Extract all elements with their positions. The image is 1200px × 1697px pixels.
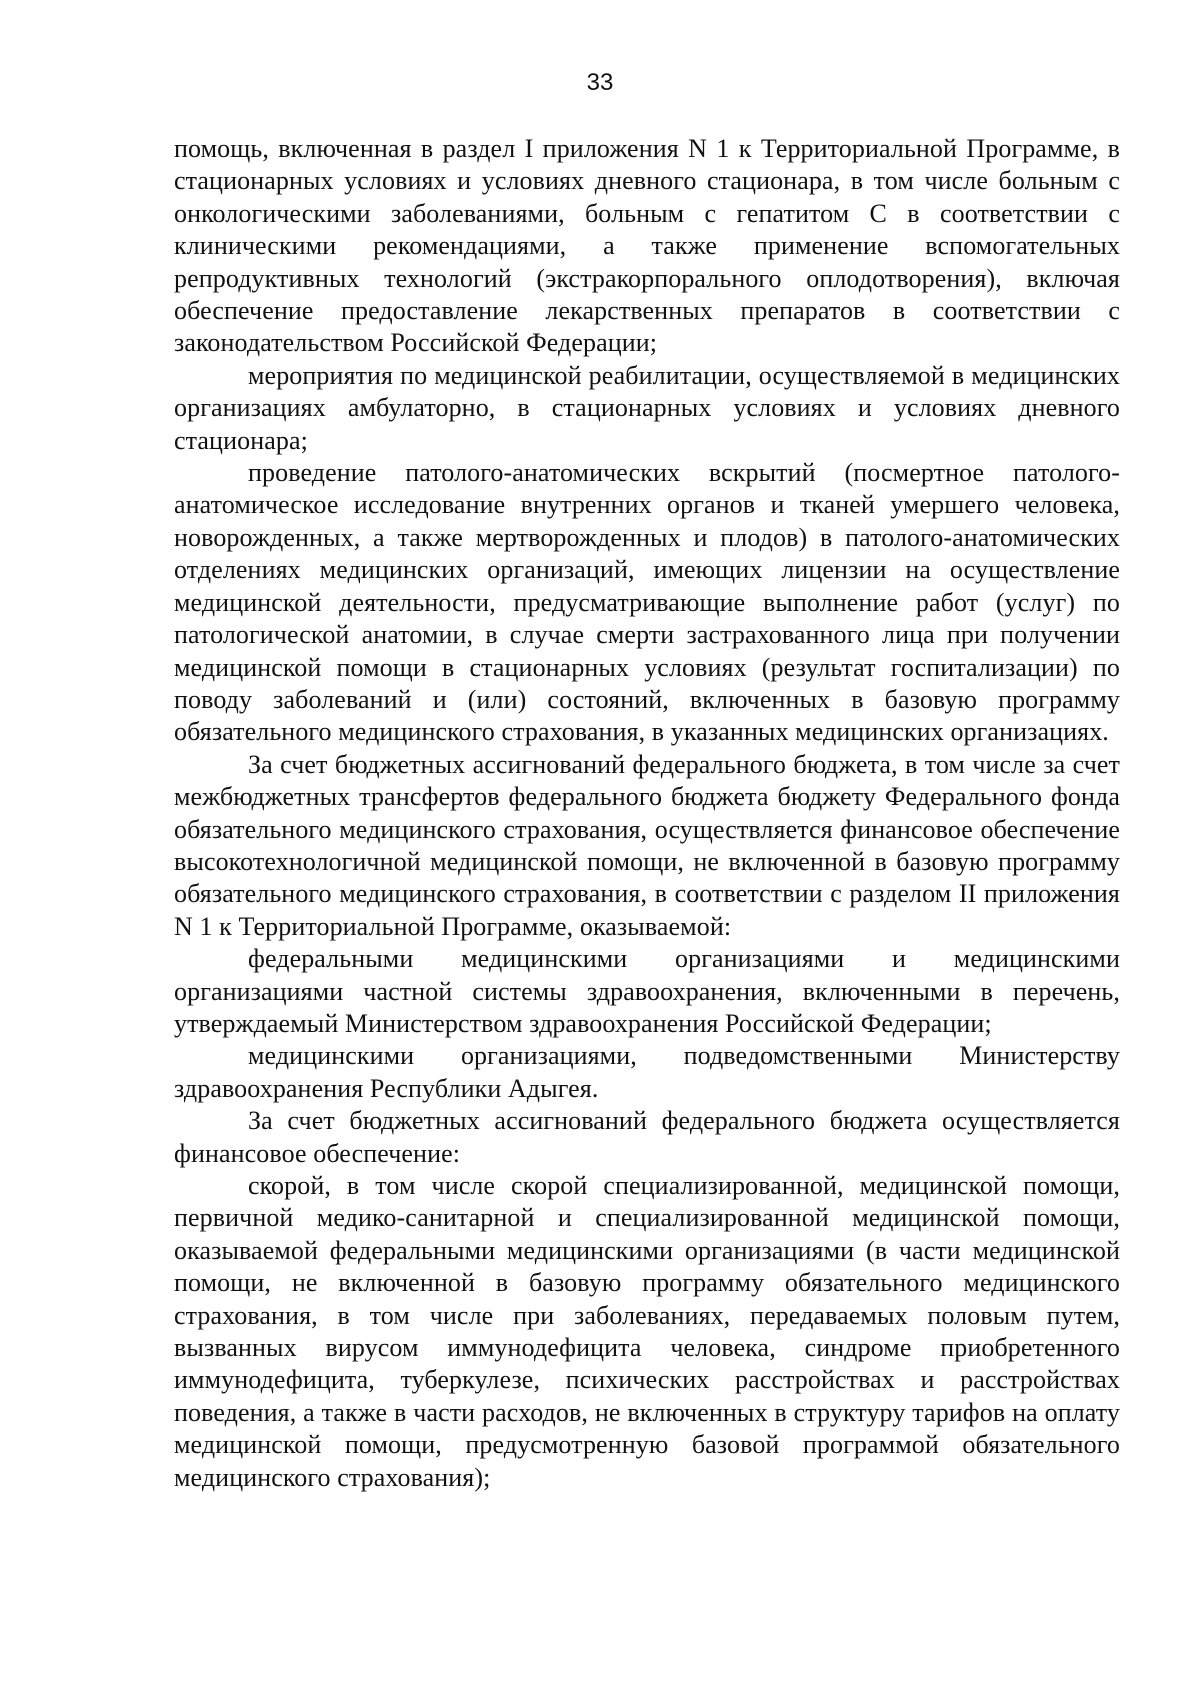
paragraph-rehabilitation: мероприятия по медицинской реабилитации, осуществляемой в медицинских организациях амбулаторно, в стационарных условиях и условиях дневного стационара; <box>174 360 1120 455</box>
page-number: 33 <box>586 69 614 96</box>
paragraph-emergency-care: скорой, в том числе скорой специализированной, медицинской помощи, первичной медико-санитарной и специализированной медицинской помощи, оказываемой федеральными медицинскими организациями (в части медицинской помощи, не включенной в базовую программу обязательного медицинского страхования, в том числе при заболеваниях, передаваемых половым путем, вызванных вирусом иммунодефицита человека, синдроме приобретенного иммунодефицита, туберкулезе, психических расстройствах и расстройствах поведения, а также в части расходов, не включенных в структуру тарифов на оплату медицинской помощи, предусмотренную базовой программой обязательного медицинского страхования); <box>174 1171 1120 1492</box>
paragraph-federal-budget-high-tech: За счет бюджетных ассигнований федерального бюджета, в том числе за счет межбюджетных трансфертов федерального бюджета бюджету Федерального фонда обязательного медицинского страхования, осуществляется финансовое обеспечение высокотехнологичной медицинской помощи, не включенной в базовую программу обязательного медицинского страхования, в соответствии с разделом II приложения N 1 к Территориальной Программе, оказываемой: <box>174 749 1120 941</box>
paragraph-subordinate-organizations: медицинскими организациями, подведомственными Министерству здравоохранения Республики Адыгея. <box>174 1041 1120 1103</box>
paragraph-federal-organizations: федеральными медицинскими организациями и медицинскими организациями частной системы здравоохранения, включенными в перечень, утверждаемый Министерством здравоохранения Российской Федерации; <box>174 944 1120 1038</box>
document-body <box>174 133 1120 1494</box>
paragraph-continuation: помощь, включенная в раздел I приложения N 1 к Территориальной Программе, в стационарных условиях и условиях дневного стационара, в том числе больным с онкологическими заболеваниями, больным с гепатитом C в соответствии с клиническими рекомендациями, а также применение вспомогательных репродуктивных технологий (экстракорпорального оплодотворения), включая обеспечение предоставление лекарственных препаратов в соответствии с законодательством Российской Федерации; <box>174 134 1120 358</box>
paragraph-federal-budget-financing: За счет бюджетных ассигнований федерального бюджета осуществляется финансовое обеспечение: <box>174 1106 1120 1168</box>
paragraph-autopsy: проведение патолого-анатомических вскрытий (посмертное патолого-анатомическое исследование внутренних органов и тканей умершего человека, новорожденных, а также мертворожденных и плодов) в патолого-анатомических отделениях медицинских организаций, имеющих лицензии на осуществление медицинской деятельности, предусматривающие выполнение работ (услуг) по патологической анатомии, в случае смерти застрахованного лица при получении медицинской помощи в стационарных условиях (результат госпитализации) по поводу заболеваний и (или) состояний, включенных в базовую программу обязательного медицинского страхования, в указанных медицинских организациях. <box>174 458 1120 747</box>
